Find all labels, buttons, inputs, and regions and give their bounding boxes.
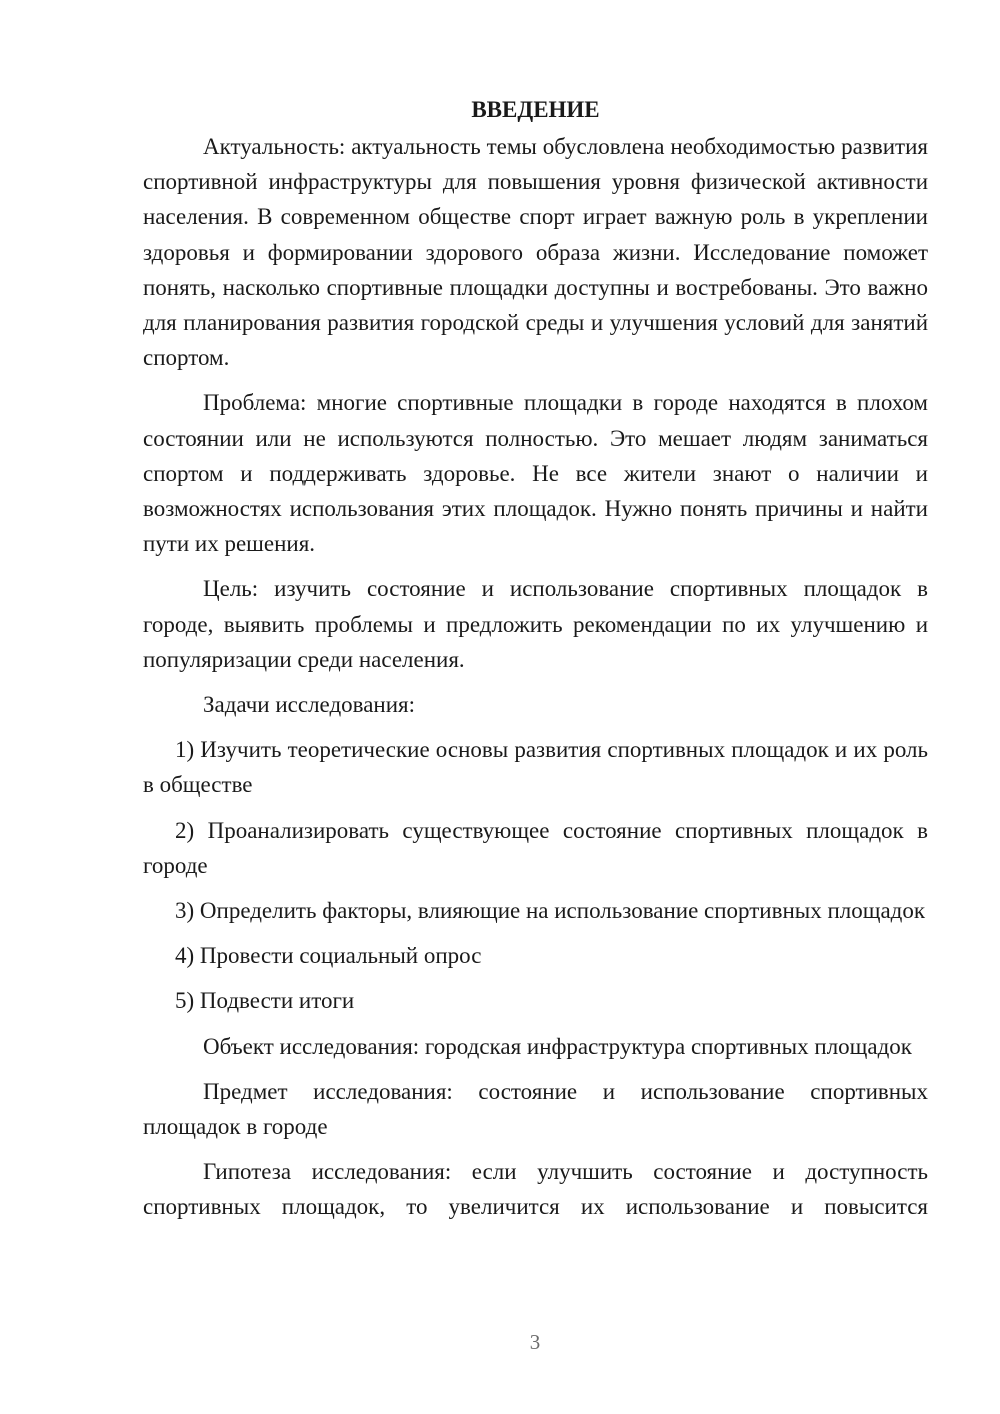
task-item-1: 1) Изучить теоретические основы развития спортивных площадок и их роль в обществе: [143, 737, 928, 798]
page-content: [143, 92, 928, 1235]
goal-paragraph: Цель: изучить состояние и использование спортивных площадок в городе, выявить проблемы и предложить рекомендации по их улучшению и популяризации среди населения.: [143, 576, 928, 672]
task-item-2: 2) Проанализировать существующее состояние спортивных площадок в городе: [143, 817, 928, 878]
task-item-3: 3) Определить факторы, влияющие на использование спортивных площадок: [175, 898, 926, 924]
task-item-5: 5) Подвести итоги: [175, 988, 355, 1014]
tasks-heading: Задачи исследования:: [203, 692, 416, 718]
page-title: ВВЕДЕНИЕ: [471, 97, 600, 122]
page-number: 3: [529, 1330, 541, 1354]
hypothesis-paragraph: Гипотеза исследования: если улучшить состояние и доступность спортивных площадок, то увеличится их использование и повысится: [143, 1159, 928, 1220]
subject-paragraph: Предмет исследования: состояние и использование спортивных площадок в городе: [143, 1078, 928, 1140]
task-item-4: 4) Провести социальный опрос: [175, 943, 482, 969]
object-paragraph: Объект исследования: городская инфраструктура спортивных площадок: [203, 1033, 912, 1059]
problem-paragraph: Проблема: многие спортивные площадки в городе находятся в плохом состоянии или не используются полностью. Это мешает людям заниматься спортом и поддерживать здоровье. Не все жители знают о наличии и возможностях использования этих площадок. Нужно понять причины и найти пути их решения.: [143, 390, 928, 557]
relevance-paragraph: Актуальность: актуальность темы обусловлена необходимостью развития спортивной инфраструктуры для повышения уровня физической активности населения. В современном обществе спорт играет важную роль в укреплении здоровья и формировании здорового образа жизни. Исследование поможет понять, насколько спортивные площадки доступны и востребованы. Это важно для планирования развития городской среды и улучшения условий для занятий спортом.: [143, 134, 928, 371]
